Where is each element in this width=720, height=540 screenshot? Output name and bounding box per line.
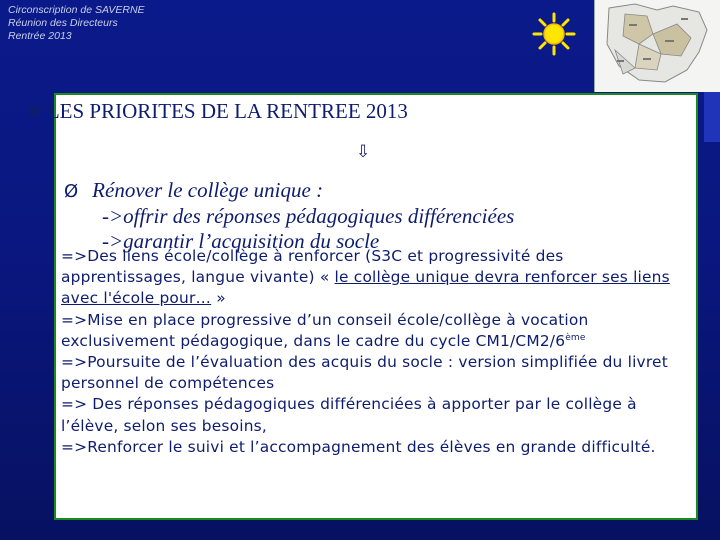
priority-item-2 — [61, 310, 691, 352]
priority-item-1-end: » — [211, 289, 226, 308]
header-text — [8, 4, 145, 43]
bullet-arrow-icon: Ø — [64, 181, 79, 202]
slide-title: ☛LES PRIORITES DE LA RENTREE 2013 — [28, 99, 408, 123]
down-arrow-icon: ⇩ — [356, 142, 371, 162]
priority-item-5: =>Renforcer le suivi et l’accompagnement des élèves en grande difficulté. — [61, 437, 656, 456]
goal-subpoint-1: ->offrir des réponses pédagogiques différenciées — [102, 204, 515, 228]
priority-item-2-sup: ème — [565, 332, 586, 343]
sun-icon — [532, 12, 576, 56]
region-map-image — [594, 0, 720, 92]
header-line-3: Rentrée 2013 — [8, 30, 72, 42]
priority-item-2-text: =>Mise en place progressive d’un conseil école/collège à vocation exclusivement pédagogique, dans le cadre du cycle CM1/CM2/6 — [61, 310, 589, 350]
header-line-2: Réunion des Directeurs — [8, 17, 118, 29]
priority-item-4: => Des réponses pédagogiques différenciées à apporter par le collège à l’élève, selon ses besoins, — [61, 395, 637, 435]
goal-subpoint-2: ->garantir l’acquisition du socle — [102, 229, 380, 253]
map-icon — [595, 0, 720, 92]
priority-list — [61, 246, 691, 458]
header-line-1: Circonscription de SAVERNE — [8, 4, 145, 16]
priority-item-3: =>Poursuite de l’évaluation des acquis du socle : version simplifiée du livret personnel de compétences — [61, 353, 668, 393]
priority-item-1-quote: le collège unique devra renforcer ses liens avec l'école pour… — [61, 268, 670, 308]
goal-block — [64, 178, 514, 254]
goal-heading: Rénover le collège unique : — [92, 178, 324, 202]
priority-item-1 — [61, 246, 691, 310]
map-edge-strip — [704, 92, 720, 142]
priority-item-1-text: =>Des liens école/collège à renforcer (S3C et progressivité des apprentissages, langue vivante) « — [61, 247, 564, 287]
